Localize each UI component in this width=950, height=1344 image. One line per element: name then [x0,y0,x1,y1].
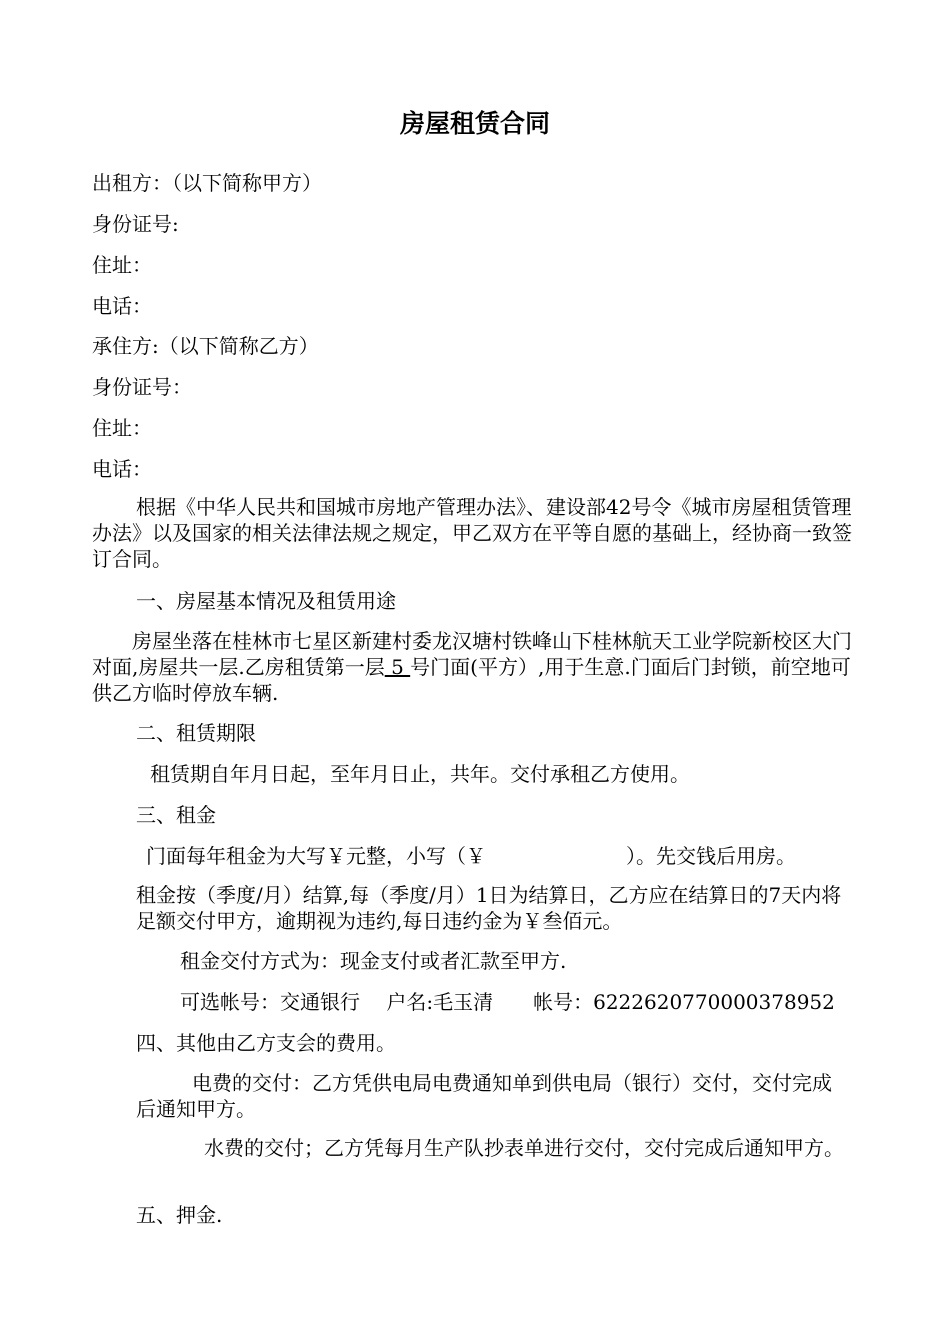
section1-text-before: 房屋坐落在桂林市七星区新建村委龙汉塘村铁峰山下桂林航天工业学院新校区大门对面,房屋共一层.乙房租赁第一层 [92,629,852,679]
lease-term-text: 租赁期自年月日起，至年月日止，共年。交付承租乙方使用。 [150,762,690,786]
section1-paragraph [92,628,858,706]
payment-method-line: 租金交付方式为：现金支付或者汇款至甲方. [180,949,567,973]
unit-number: 5 [384,655,411,679]
settlement-paragraph: 租金按（季度/月）结算,每（季度/月）1日为结算日，乙方应在结算日的7天内将足额交付甲方，逾期视为违约,每日违约金为￥叁佰元。 [136,883,842,933]
lessor-phone-line: 电话： [92,294,152,318]
lessee-address-line: 住址： [92,416,152,440]
water-paragraph: 水费的交付；乙方凭每月生产队抄表单进行交付，交付完成后通知甲方。 [204,1136,844,1160]
lessee-id-line: 身份证号： [92,375,192,399]
bank-account-line: 可选帐号：交通银行 户名:毛玉清 帐号：6222620770000378952 [180,990,835,1014]
section4-heading: 四、其他由乙方支会的费用。 [136,1031,396,1055]
lessor-address-line: 住址： [92,253,152,277]
section5-heading: 五、押金. [136,1203,223,1227]
lessee-line: 承住方:（以下简称乙方） [92,334,319,358]
section1-heading: 一、房屋基本情况及租赁用途 [136,589,396,613]
section3-heading: 三、租金 [136,803,216,827]
lessor-line: 出租方：（以下简称甲方） [92,171,322,195]
section1-text-after: 号门面(平方）,用于生意.门面后门封锁，前空地可供乙方临时停放车辆. [92,655,851,705]
document-title: 房屋租赁合同 [399,109,550,138]
rent-text-after: ）。先交钱后用房。 [626,844,796,868]
electricity-paragraph: 电费的交付：乙方凭供电局电费通知单到供电局（银行）交付，交付完成后通知甲方。 [136,1071,832,1121]
lessor-id-line: 身份证号: [92,212,179,236]
preamble-paragraph: 根据《中华人民共和国城市房地产管理办法》、建设部42号令《城市房屋租赁管理办法》以及国家的相关法律法规之规定，甲乙双方在平等自愿的基础上，经协商一致签订合同。 [92,495,852,571]
section2-heading: 二、租赁期限 [136,721,256,745]
lessee-phone-line: 电话： [92,457,152,481]
rent-amount-line [146,843,796,869]
rent-text-before: 门面每年租金为大写￥元整，小写（￥ [146,844,486,868]
